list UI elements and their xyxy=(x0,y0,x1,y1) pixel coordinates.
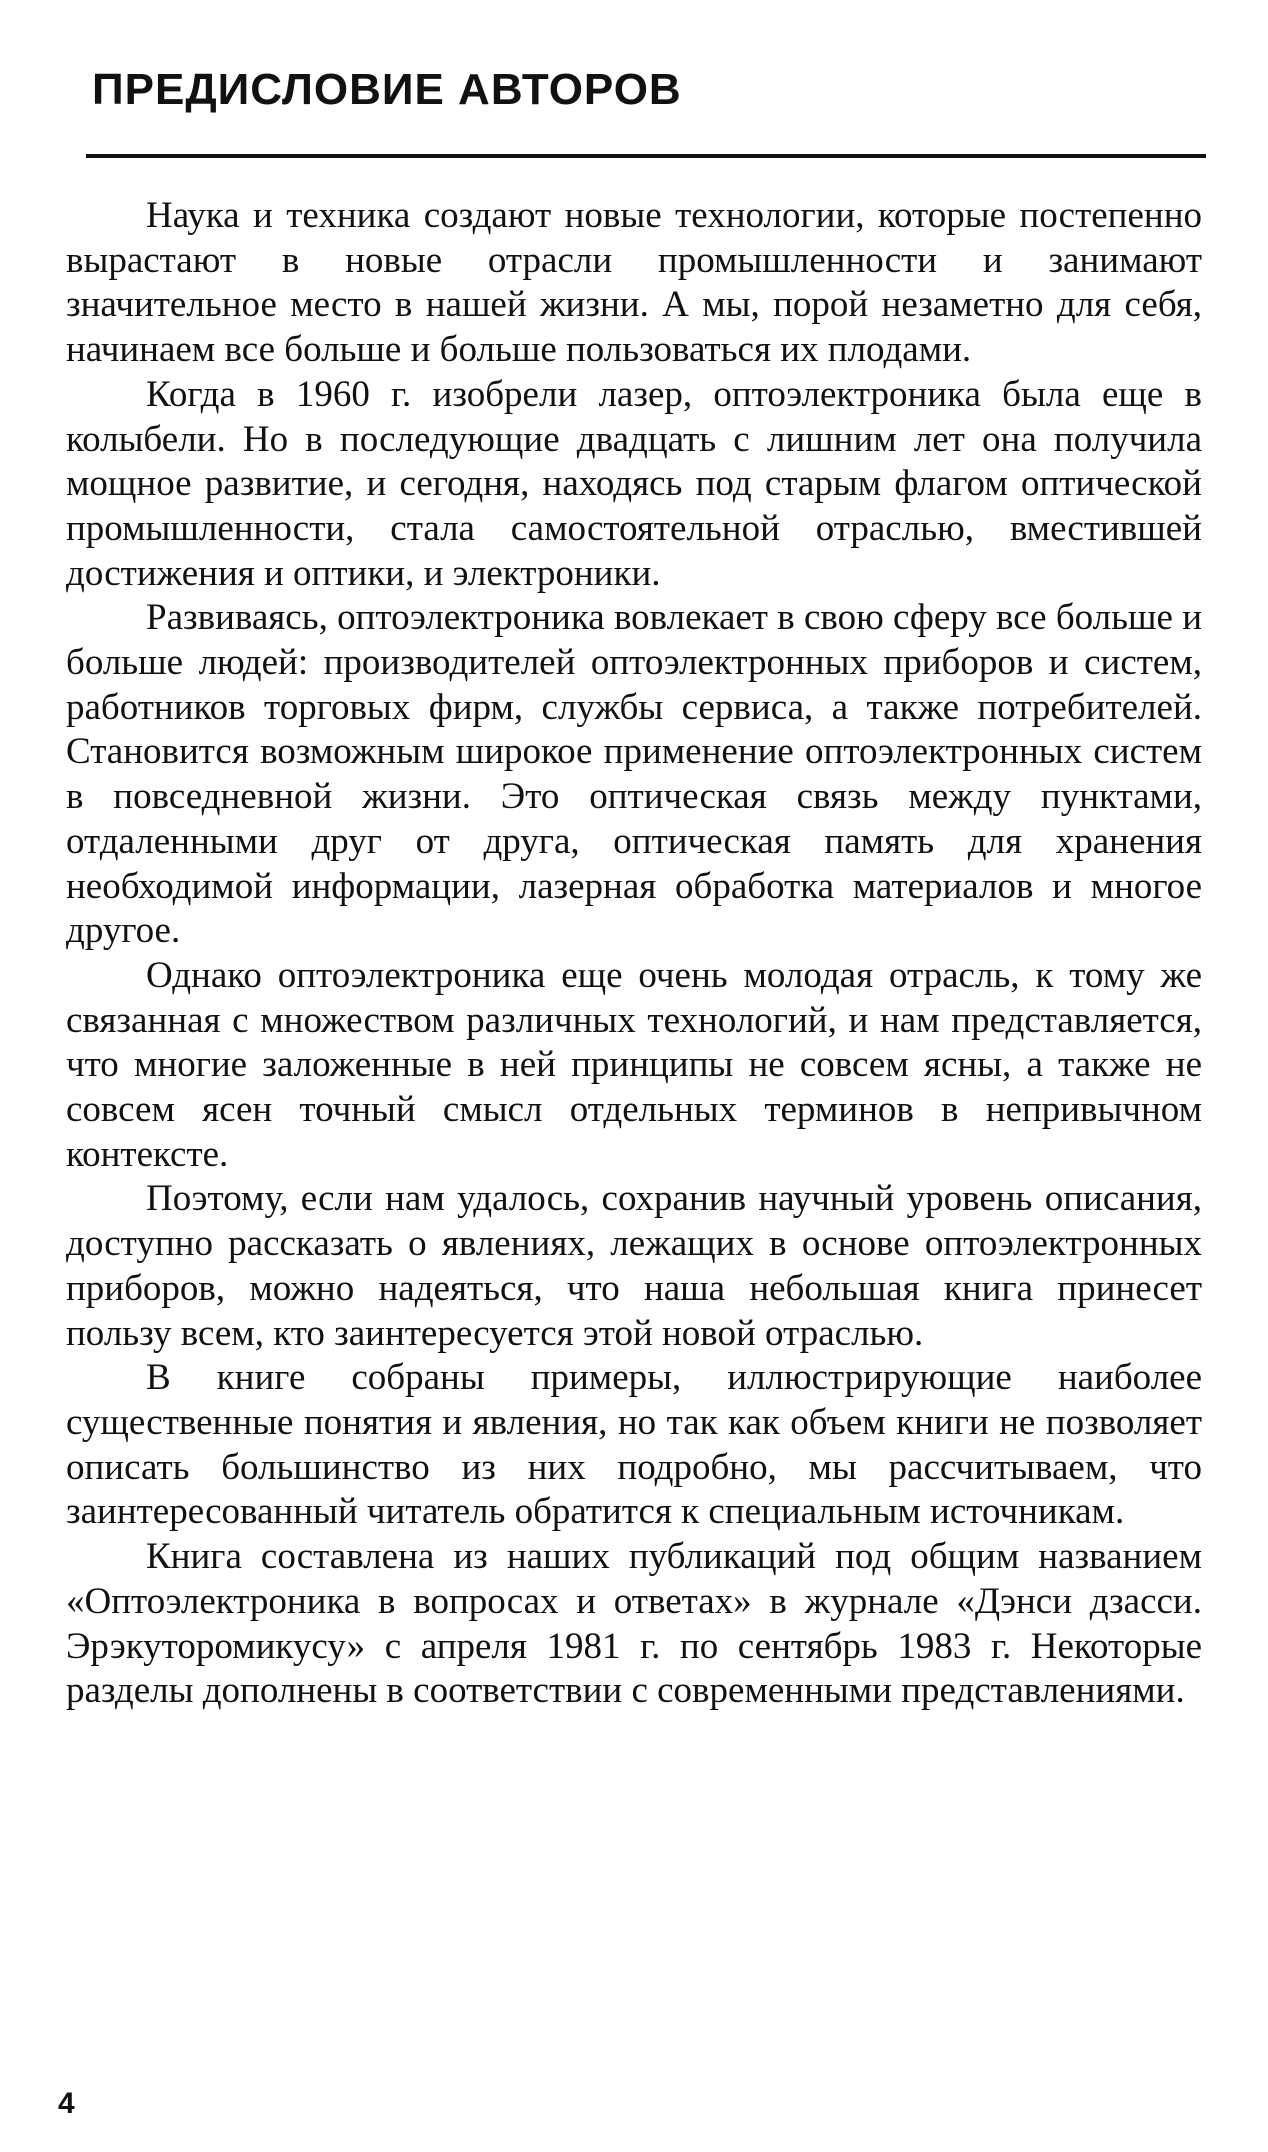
preface-text xyxy=(66,194,1202,1714)
paragraph-2: Когда в 1960 г. изобрели лазер, оптоэлектроника была еще в колыбели. Но в последующие двадцать с лишним лет она получила мощное развитие, и сегодня, находясь под старым флагом оптической промышленности, стала самостоятельной отраслью, вместившей достижения и оптики, и электроники. xyxy=(66,373,1202,594)
paragraph-6: В книге собраны примеры, иллюстрирующие наиболее существенные понятия и явления, но так как объем книги не позволяет описать большинство из них подробно, мы рассчитываем, что заинтересованный читатель обратится к специальным источникам. xyxy=(66,1357,1202,1533)
paragraph-4: Однако оптоэлектроника еще очень молодая отрасль, к тому же связанная с множеством различных технологий, и нам представляется, что многие заложенные в ней принципы не совсем ясны, а также не совсем ясен точный смысл отдельных терминов в непривычном контексте. xyxy=(66,954,1202,1175)
paragraph-3: Развиваясь, оптоэлектроника вовлекает в свою сферу все больше и больше людей: производителей оптоэлектронных приборов и систем, работников торговых фирм, службы сервиса, а также потребителей. Становится возможным широкое применение оптоэлектронных систем в повседневной жизни. Это оптическая связь между пунктами, отдаленными друг от друга, оптическая память для хранения необходимой информации, лазерная обработка материалов и многое другое. xyxy=(66,597,1202,952)
paragraph-7: Книга составлена из наших публикаций под общим названием «Оптоэлектроника в вопросах и ответах» в журнале «Дэнси дзасси. Эрэкуторомикусу» с апреля 1981 г. по сентябрь 1983 г. Некоторые разделы дополнены в соответствии с современными представлениями. xyxy=(66,1536,1202,1712)
page-number: 4 xyxy=(58,2087,75,2120)
paragraph-1: Наука и техника создают новые технологии, которые постепенно вырастают в новые отрасли промышленности и занимают значительное место в нашей жизни. А мы, порой незаметно для себя, начинаем все больше и больше пользоваться их плодами. xyxy=(66,195,1202,371)
paragraph-5: Поэтому, если нам удалось, сохранив научный уровень описания, доступно рассказать о явлениях, лежащих в основе оптоэлектронных приборов, можно надеяться, что наша небольшая книга принесет пользу всем, кто заинтересуется этой новой отраслью. xyxy=(66,1178,1202,1354)
title-divider xyxy=(86,154,1206,158)
page-title: ПРЕДИСЛОВИЕ АВТОРОВ xyxy=(92,65,682,114)
